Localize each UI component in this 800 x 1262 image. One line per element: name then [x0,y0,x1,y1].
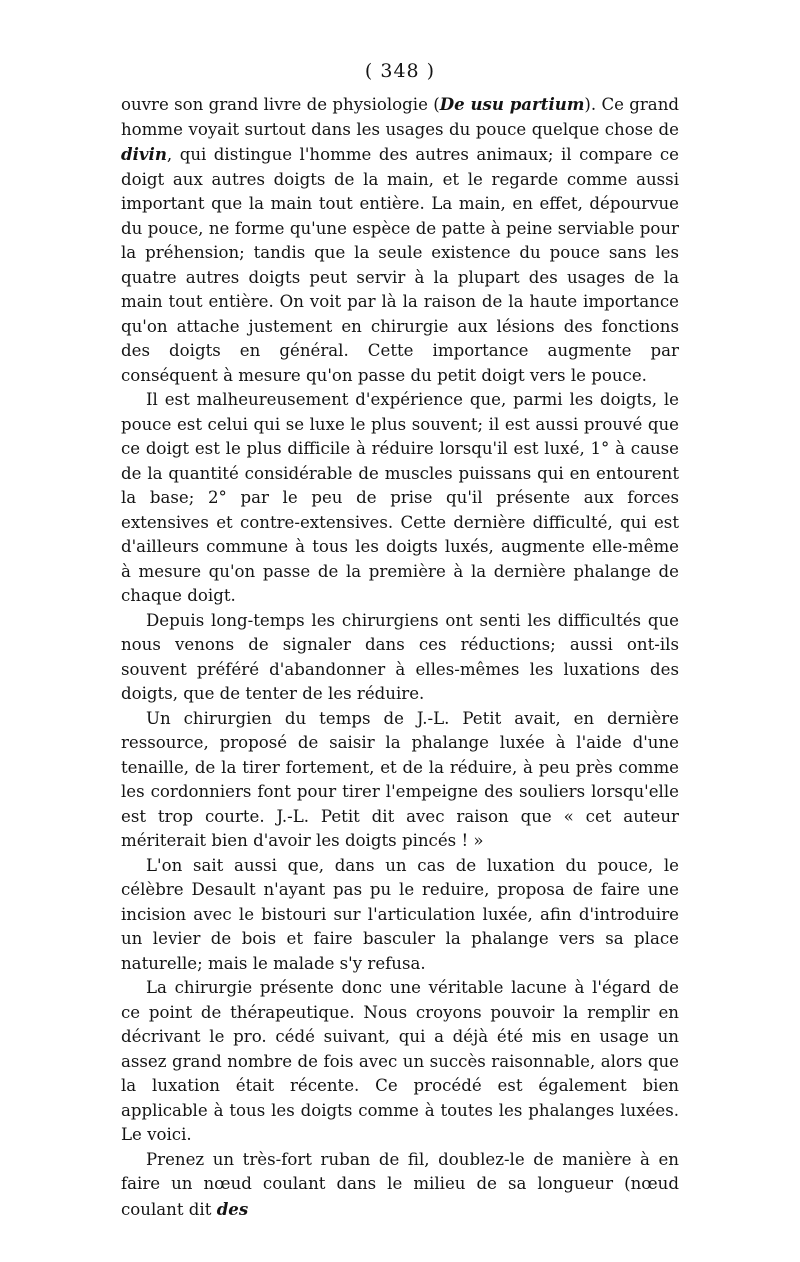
text-run: Depuis long-temps les chirurgiens ont senti les difficultés que nous venons de signaler dans ces réductions; aussi ont-ils souvent préféré d'abandonner à elles-mêmes les luxations des doigts, que de tenter de les réduire. [121,610,679,703]
paragraph-4 [121,707,679,854]
text-run: , qui distingue l'homme des autres animaux; il compare ce doigt aux autres doigts de la main, et le regarde comme aussi important que la main tout entière. La main, en effet, dépourvue du pouce, ne forme qu'une espèce de patte à peine serviable pour la préhension; tandis que la seule existence du pouce sans les quatre autres doigts peut servir à la plupart des usages de la main tout entière. On voit par là la raison de la haute importance qu'on attache justement en chirurgie aux lésions des fonctions des doigts en général. Cette importance augmente par conséquent à mesure qu'on passe du petit doigt vers le pouce. [121,145,679,385]
text-run: Prenez un très-fort ruban de fil, doublez-le de manière à en faire un nœud coulant dans le milieu de sa longueur (nœud coulant dit [121,1149,679,1219]
text-run: Il est malheureusement d'expérience que, parmi les doigts, le pouce est celui qui se luxe le plus souvent; il est aussi prouvé que ce doigt est le plus difficile à réduire lorsqu'il est luxé, 1° à cause de la quantité considérable de muscles puissans qui en entourent la base; 2° par le peu de prise qu'il présente aux forces extensives et contre-extensives. Cette dernière difficulté, qui est d'ailleurs commune à tous les doigts luxés, augmente elle-même à mesure qu'on passe de la première à la dernière phalange de chaque doigt. [121,390,679,605]
paragraph-1 [121,92,679,388]
text-run: La chirurgie présente donc une véritable lacune à l'égard de ce point de thérapeutique. Nous croyons pouvoir la remplir en décrivant le pro. cédé suivant, qui a déjà été mis en usage un assez grand nombre de fois avec un succès raisonnable, alors que la luxation était récente. Ce procédé est également bien applicable à tous les doigts comme à toutes les phalanges luxées. Le voici. [121,978,679,1144]
italic-title: De usu partium [439,94,585,114]
body-text [121,92,679,1222]
text-run: ). Ce grand homme voyait surtout dans les usages du pouce quelque chose de [121,95,680,139]
text-run: ouvre son grand livre de physiologie ( [121,95,440,114]
text-run: L'on sait aussi que, dans un cas de luxation du pouce, le célèbre Desault n'ayant pas pu le reduire, proposa de faire une incision avec le bistouri sur l'articulation luxée, afin d'introduire un levier de bois et faire basculer la phalange vers sa place naturelle; mais le malade s'y refusa. [121,855,679,973]
paragraph-6 [121,976,679,1148]
paragraph-3 [121,609,679,707]
paragraph-5 [121,854,679,977]
paragraph-2 [121,388,679,609]
page-number: ( 348 ) [364,60,436,82]
text-run: Un chirurgien du temps de J.-L. Petit avait, en dernière ressource, proposé de saisir la phalange luxée à l'aide d'une tenaille, de la tirer fortement, et de la réduire, à peu près comme les cordonniers font pour tirer l'empeigne des souliers lorsqu'elle est trop courte. J.-L. Petit dit avec raison que « cet auteur mériterait bien d'avoir les doigts pincés ! » [121,708,679,850]
italic-word: des [216,1198,249,1219]
paragraph-7 [121,1148,679,1223]
italic-word: divin [121,144,167,164]
